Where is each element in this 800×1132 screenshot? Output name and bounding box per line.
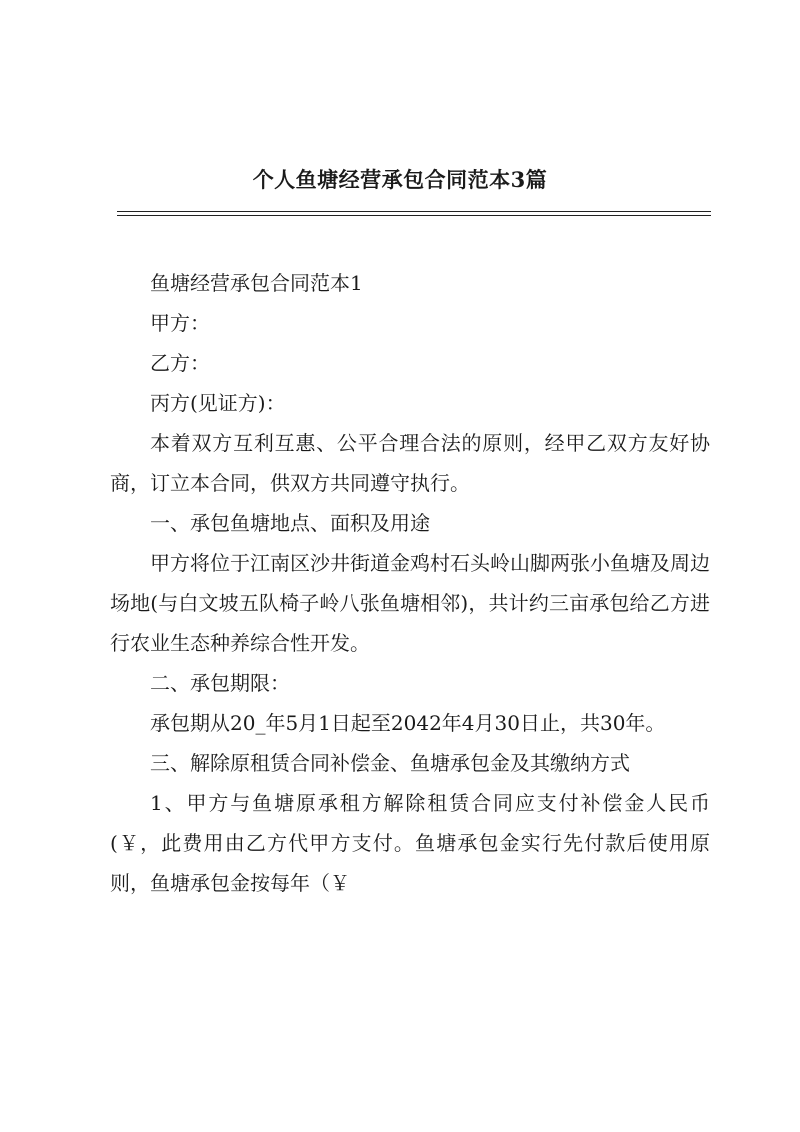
clause-paragraph-3: 1、甲方与鱼塘原承租方解除租赁合同应支付补偿金人民币(￥，此费用由乙方代甲方支付。鱼塘承包金实行先付款后使用原则，鱼塘承包金按每年（￥	[110, 791, 710, 895]
clause-heading-2: 二、承包期限：	[150, 671, 290, 695]
clause-heading-1: 一、承包鱼塘地点、面积及用途	[150, 511, 430, 535]
party-a-line: 甲方：	[150, 311, 210, 335]
preamble-paragraph: 本着双方互利互惠、公平合理合法的原则，经甲乙双方友好协商，订立本合同，供双方共同遵守执行。	[110, 431, 710, 495]
clause-heading-3: 三、解除原租赁合同补偿金、鱼塘承包金及其缴纳方式	[150, 751, 630, 775]
document-body	[110, 263, 710, 903]
title-divider-top	[117, 211, 711, 212]
clause-paragraph-1: 甲方将位于江南区沙井街道金鸡村石头岭山脚两张小鱼塘及周边场地(与白文坡五队椅子岭八张鱼塘相邻)，共计约三亩承包给乙方进行农业生态种养综合性开发。	[110, 551, 710, 655]
title-divider-bottom	[117, 215, 711, 216]
document-title: 个人鱼塘经营承包合同范本3篇	[252, 167, 548, 192]
party-c-line: 丙方(见证方)：	[150, 391, 286, 415]
party-b-line: 乙方：	[150, 351, 210, 375]
section-heading: 鱼塘经营承包合同范本1	[150, 271, 363, 295]
clause-paragraph-2: 承包期从20_年5月1日起至2042年4月30日止，共30年。	[150, 711, 666, 735]
